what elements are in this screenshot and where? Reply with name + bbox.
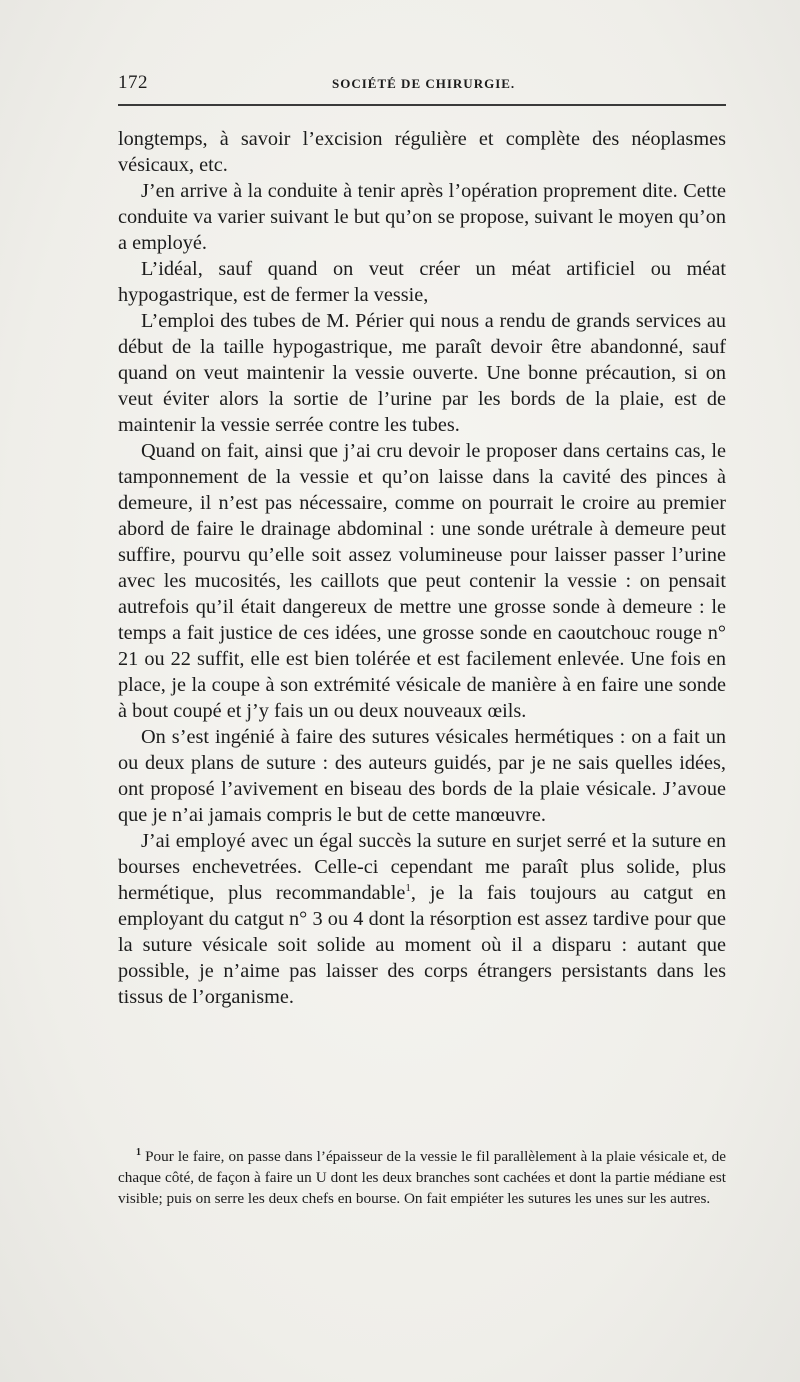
paragraph-7-part-2: , je la fais toujours au catgut en employant du catgut n° 3 ou 4 dont la résorption est assez tardive pour que la suture vésicale soit solide au moment où il a disparu : autant que possible, je n’aime pas laisser des corps étrangers persistants dans les tissus de l’organisme. xyxy=(118,882,727,1008)
paragraph-7 xyxy=(118,828,726,1010)
header-rule xyxy=(118,104,726,106)
footnote-mark: 1 xyxy=(136,1146,141,1158)
paragraph-1: longtemps, à savoir l’excision régulière et complète des néoplasmes vésicaux, etc. xyxy=(118,128,726,176)
footnote-paragraph xyxy=(118,1146,726,1209)
footnote-reference[interactable]: 1 xyxy=(405,882,411,895)
paragraph-7-part-1: J’ai employé avec un égal succès la suture en surjet serré et la suture en bourses enchevetrées. Celle-ci cependant me paraît plus solide, plus hermétique, plus recommandable xyxy=(118,830,726,904)
body-text xyxy=(118,126,726,1010)
footnote-text: Pour le faire, on passe dans l’épaisseur de la vessie le fil parallèlement à la plaie vésicale et, de chaque côté, de façon à faire un U dont les deux branches sont cachées et dont la partie médiane est visible; puis on serre les deux chefs en bourse. On fait empiéter les sutures les unes sur les autres. xyxy=(118,1148,726,1207)
paragraph-4: L’emploi des tubes de M. Périer qui nous a rendu de grands services au début de la taille hypogastrique, me paraît devoir être abandonné, sauf quand on veut maintenir la vessie ouverte. Une bonne précaution, si on veut éviter alors la sortie de l’urine par les bords de la plaie, est de maintenir la vessie serrée contre les tubes. xyxy=(118,310,726,436)
paragraph-5: Quand on fait, ainsi que j’ai cru devoir le proposer dans certains cas, le tamponnement de la vessie et qu’on laisse dans la cavité des pinces à demeure, il n’est pas nécessaire, comme on pourrait le croire au premier abord de faire le drainage abdominal : une sonde urétrale à demeure peut suffire, pourvu qu’elle soit assez volumineuse pour laisser passer l’urine avec les mucosités, les caillots que peut contenir la vessie : on pensait autrefois qu’il était dangereux de mettre une grosse sonde à demeure : le temps a fait justice de ces idées, une grosse sonde en caoutchouc rouge n° 21 ou 22 suffit, elle est bien tolérée et est facilement enlevée. Une fois en place, je la coupe à son extrémité vésicale de manière à en faire une sonde à bout coupé et j’y fais un ou deux nouveaux œils. xyxy=(118,440,726,722)
paragraph-3: L’idéal, sauf quand on veut créer un méat artificiel ou méat hypogastrique, est de fermer la vessie, xyxy=(118,258,726,306)
page-header xyxy=(118,72,726,98)
paragraph-2: J’en arrive à la conduite à tenir après l’opération proprement dite. Cette conduite va varier suivant le but qu’on se propose, suivant le moyen qu’on a employé. xyxy=(118,180,726,254)
paragraph-6: On s’est ingénié à faire des sutures vésicales hermétiques : on a fait un ou deux plans de suture : des auteurs guidés, par je ne sais quelles idées, ont proposé l’avivement en biseau des bords de la plaie vésicale. J’avoue que je n’ai jamais compris le but de cette manœuvre. xyxy=(118,726,726,826)
footnote xyxy=(118,1146,726,1209)
running-title: SOCIÉTÉ DE CHIRURGIE. xyxy=(332,76,516,91)
page-number: 172 xyxy=(118,72,148,93)
